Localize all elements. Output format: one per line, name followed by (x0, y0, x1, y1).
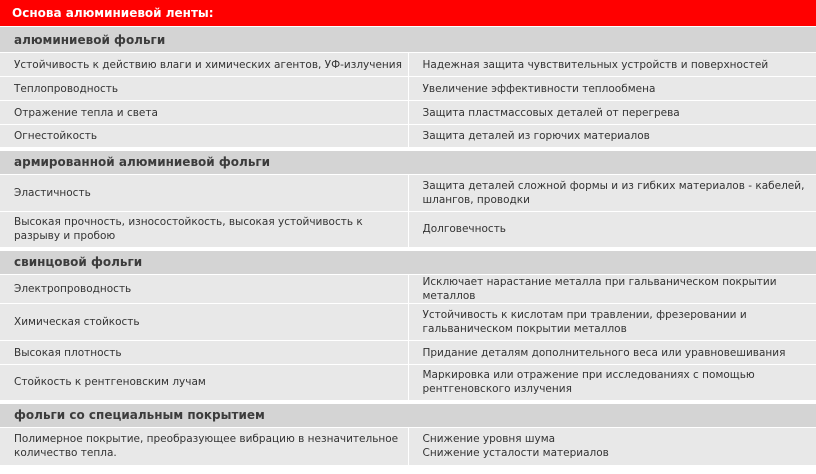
property-cell: Электропроводность (0, 275, 408, 304)
properties-table (0, 26, 816, 465)
section-heading: алюминиевой фольги (0, 27, 816, 53)
section-heading-row (0, 27, 816, 53)
property-cell: Устойчивость к действию влаги и химических агентов, УФ-излучения (0, 53, 408, 77)
benefit-cell: Защита деталей из горючих материалов (408, 125, 816, 149)
benefit-cell: Исключает нарастание металла при гальваническом покрытии металлов (408, 275, 816, 304)
table-row (0, 101, 816, 125)
property-cell: Теплопроводность (0, 77, 408, 101)
table-row (0, 365, 816, 402)
section-heading-row (0, 402, 816, 428)
table-row (0, 53, 816, 77)
benefit-cell: Маркировка или отражение при исследованиях с помощью рентгеновского излучения (408, 365, 816, 402)
section-heading-row (0, 149, 816, 175)
table-row (0, 175, 816, 212)
property-cell: Высокая прочность, износостойкость, высокая устойчивость к разрыву и пробою (0, 212, 408, 249)
property-cell: Высокая плотность (0, 341, 408, 365)
table-row (0, 77, 816, 101)
benefit-cell: Защита пластмассовых деталей от перегрева (408, 101, 816, 125)
table-row (0, 275, 816, 304)
property-cell: Полимерное покрытие, преобразующее вибрацию в незначительное количество тепла. (0, 428, 408, 465)
benefit-cell: Увеличение эффективности теплообмена (408, 77, 816, 101)
benefit-cell: Долговечность (408, 212, 816, 249)
benefit-cell: Надежная защита чувствительных устройств и поверхностей (408, 53, 816, 77)
table-row (0, 304, 816, 341)
section-heading: армированной алюминиевой фольги (0, 149, 816, 175)
property-cell: Отражение тепла и света (0, 101, 408, 125)
benefit-cell: Устойчивость к кислотам при травлении, фрезеровании и гальваническом покрытии металлов (408, 304, 816, 341)
section-heading: фольги со специальным покрытием (0, 402, 816, 428)
property-cell: Химическая стойкость (0, 304, 408, 341)
property-cell: Стойкость к рентгеновским лучам (0, 365, 408, 402)
section-heading-row (0, 249, 816, 275)
property-cell: Эластичность (0, 175, 408, 212)
benefit-cell: Снижение уровня шума Снижение усталости материалов (408, 428, 816, 465)
table-row (0, 341, 816, 365)
property-cell: Огнестойкость (0, 125, 408, 149)
section-heading: свинцовой фольги (0, 249, 816, 275)
table-row (0, 212, 816, 249)
table-row (0, 125, 816, 149)
table-row (0, 428, 816, 465)
panel-title: Основа алюминиевой ленты: (0, 0, 816, 26)
benefit-cell: Придание деталям дополнительного веса или уравновешивания (408, 341, 816, 365)
benefit-cell: Защита деталей сложной формы и из гибких материалов - кабелей, шлангов, проводки (408, 175, 816, 212)
